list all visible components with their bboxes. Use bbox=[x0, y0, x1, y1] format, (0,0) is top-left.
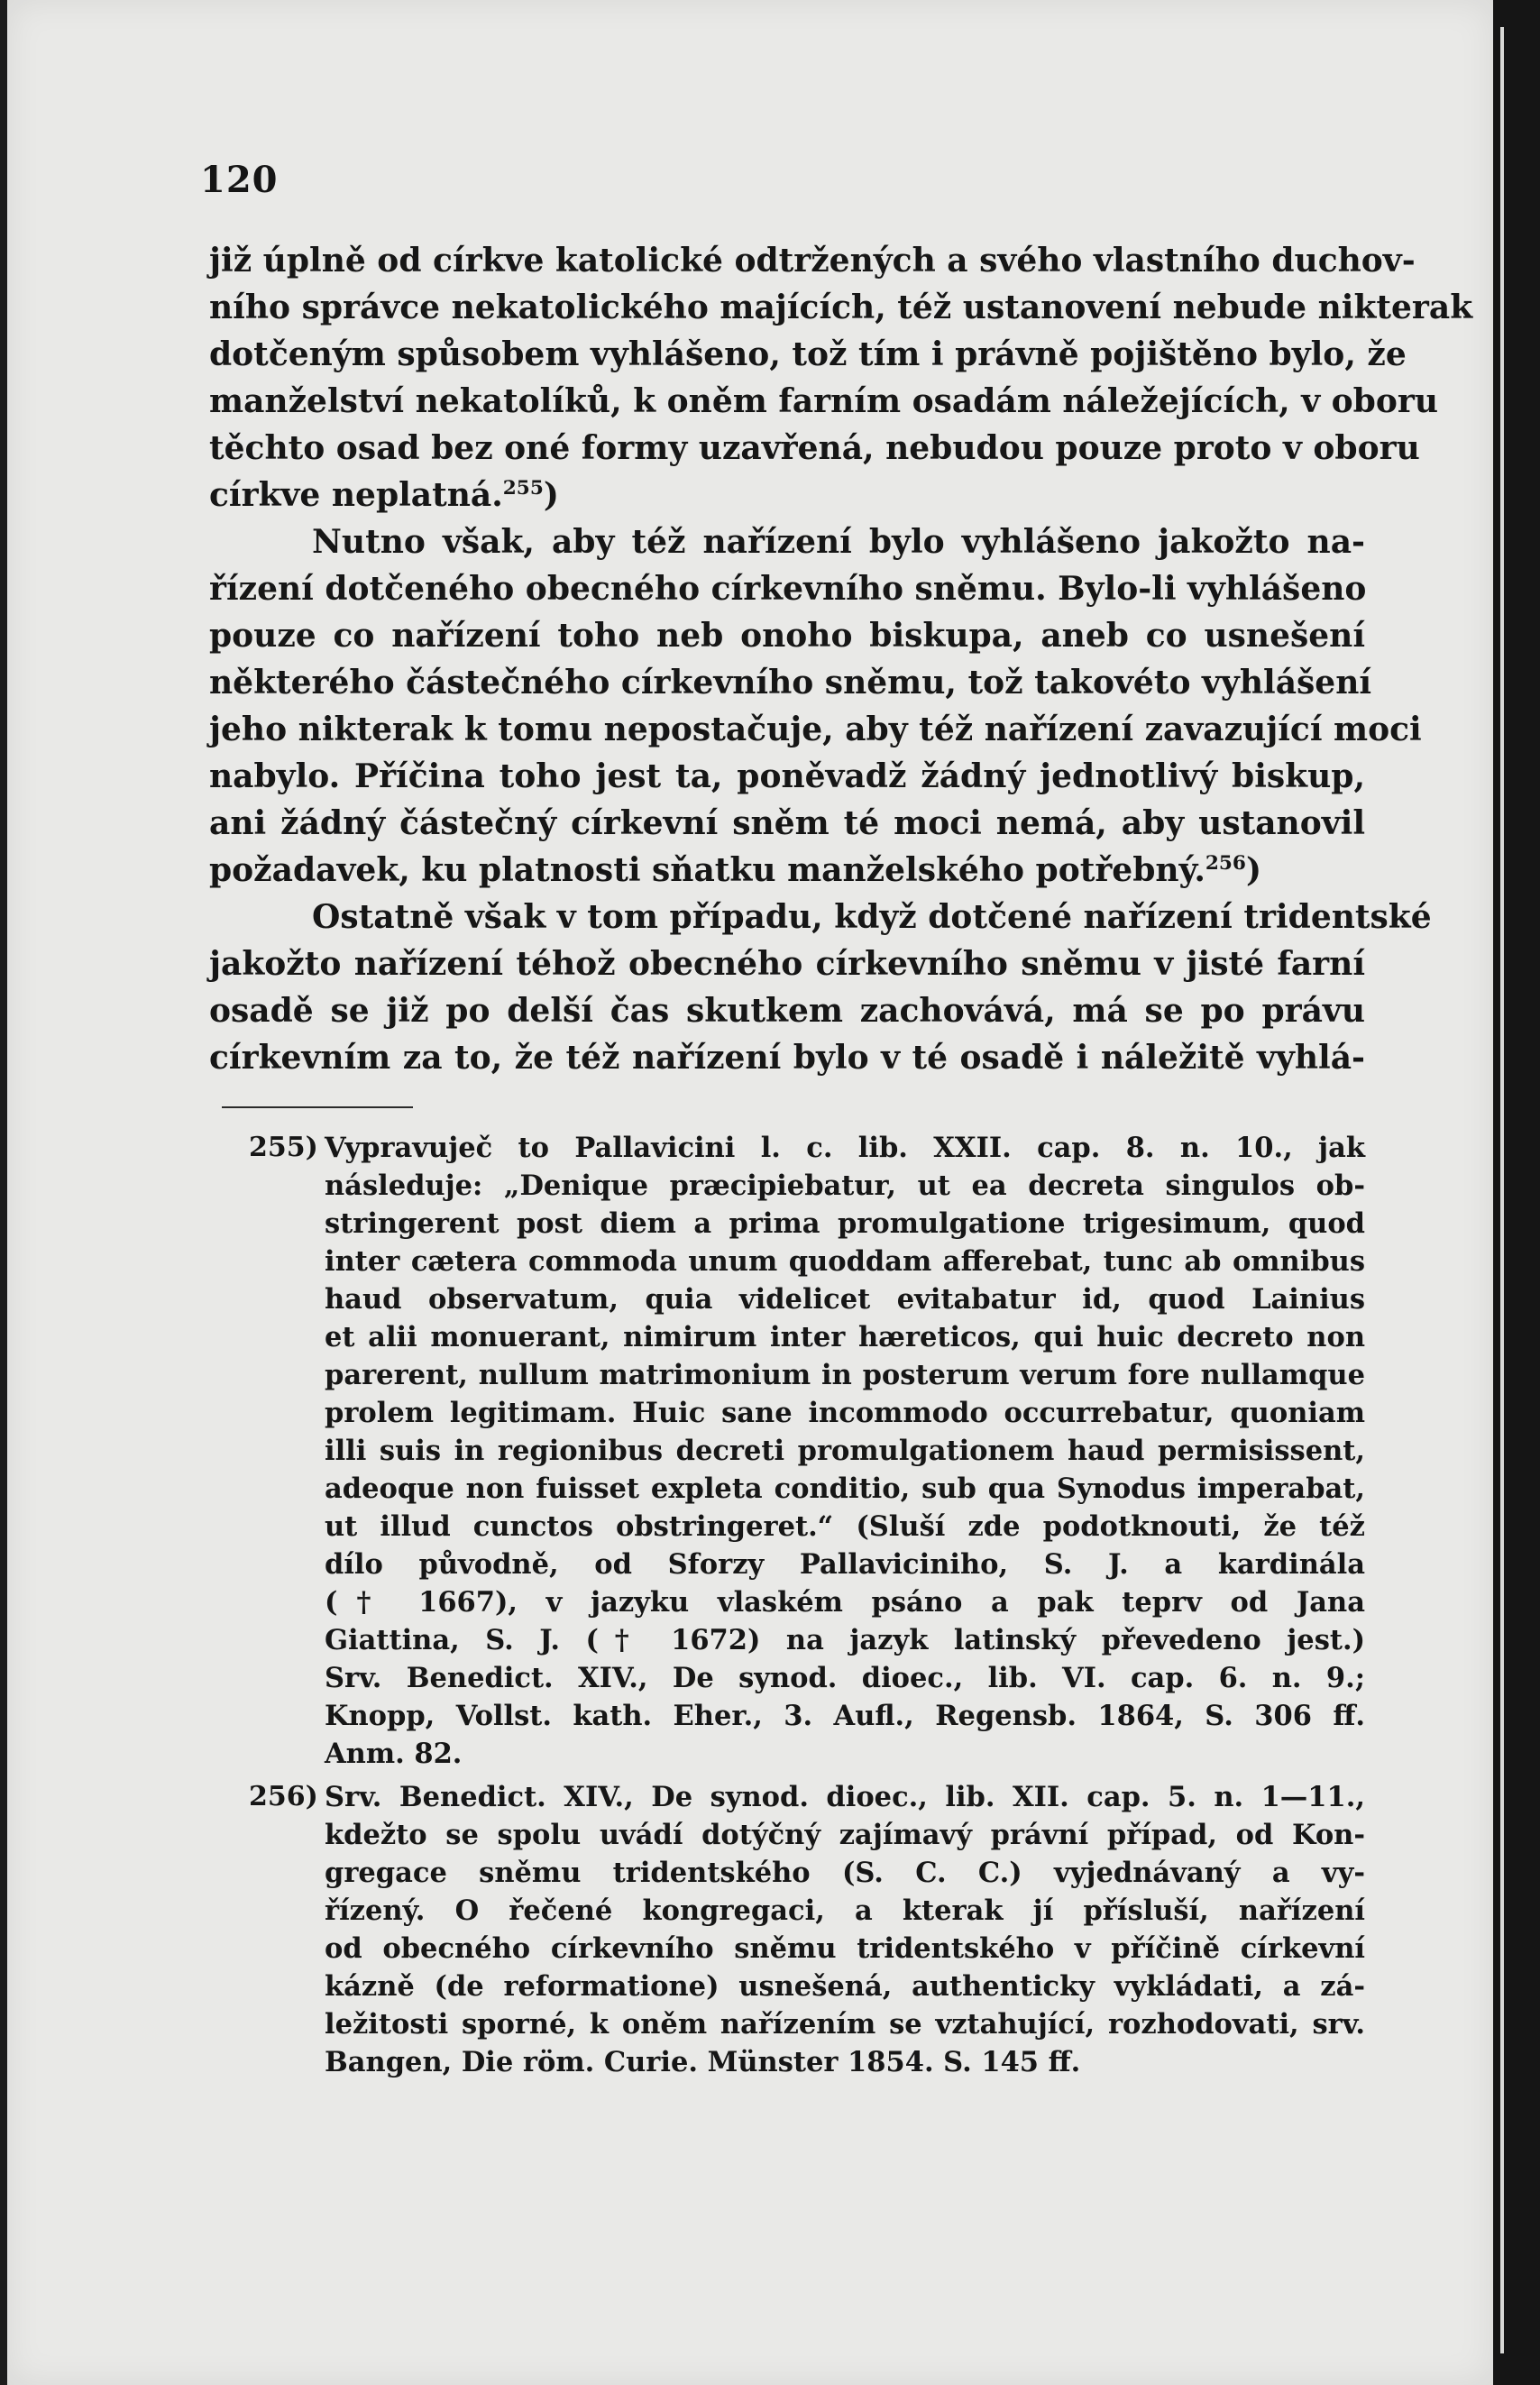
footnote-line: kázně (de reformatione) usnešená, authenticky vykládati, a zá- bbox=[325, 1970, 1365, 2003]
footnote-separator bbox=[222, 1106, 413, 1108]
footnote-line: gregace sněmu tridentského (S. C. C.) vyjednávaný a vy- bbox=[325, 1857, 1365, 1889]
body-line-text: církve neplatná. bbox=[209, 476, 503, 514]
footnote-line: Knopp, Vollst. kath. Eher., 3. Aufl., Regensb. 1864, S. 306 ff. bbox=[325, 1700, 1365, 1732]
paragraph-start: Nutno však, aby též nařízení bylo vyhlášeno jakožto na- bbox=[312, 523, 1365, 561]
footnote-line: Bangen, Die röm. Curie. Münster 1854. S. 145 ff. bbox=[325, 2046, 1081, 2078]
body-line: požadavek, ku platnosti sňatku manželského potřebný.$^{256}$) bbox=[209, 851, 1261, 889]
footnote-ref-255: 255 bbox=[502, 477, 544, 500]
footnote-line: Srv. Benedict. XIV., De synod. dioec., lib. XII. cap. 5. n. 1—11., bbox=[325, 1781, 1365, 1813]
book-page bbox=[7, 0, 1493, 2385]
body-line: dotčeným spůsobem vyhlášeno, tož tím i právně pojištěno bylo, že bbox=[209, 335, 1407, 373]
footnote-line: parerent, nullum matrimonium in posterum verum fore nullamque bbox=[325, 1359, 1365, 1391]
body-line: těchto osad bez oné formy uzavřená, nebudou pouze proto v oboru bbox=[209, 429, 1420, 467]
footnote-line: ut illud cunctos obstringeret.“ (Sluší zde podotknouti, že též bbox=[325, 1510, 1365, 1543]
body-line: jakožto nařízení téhož obecného církevního sněmu v jisté farní bbox=[209, 945, 1365, 983]
page-number: 120 bbox=[200, 159, 279, 201]
body-line: některého částečného církevního sněmu, tož takovéto vyhlášení bbox=[209, 664, 1372, 702]
footnote-line: řízený. O řečené kongregaci, a kterak jí přísluší, nařízení bbox=[325, 1894, 1365, 1927]
footnote-256-marker: 256) bbox=[249, 1781, 318, 1812]
footnote-255-marker: 255) bbox=[249, 1132, 318, 1163]
footnote-ref-256: 256 bbox=[1205, 852, 1246, 876]
paragraph-start: Ostatně však v tom případu, když dotčené nařízení tridentské bbox=[312, 898, 1432, 936]
body-line-text: požadavek, ku platnosti sňatku manželského potřebný. bbox=[209, 851, 1205, 889]
page-edge-line bbox=[1500, 27, 1504, 2353]
footnote-line: stringerent post diem a prima promulgatione trigesimum, quod bbox=[325, 1207, 1365, 1240]
body-line: řízení dotčeného obecného církevního sněmu. Bylo-li vyhlášeno bbox=[209, 570, 1367, 608]
footnote-line: adeoque non fuisset expleta conditio, sub qua Synodus imperabat, bbox=[325, 1472, 1365, 1505]
footnote-line: Anm. 82. bbox=[325, 1738, 463, 1770]
footnote-line: Vypravuječ to Pallavicini l. c. lib. XXII. cap. 8. n. 10., jak bbox=[325, 1132, 1365, 1164]
body-line: nabylo. Příčina toho jest ta, poněvadž žádný jednotlivý biskup, bbox=[209, 757, 1365, 795]
footnote-line: Giattina, S. J. († 1672) na jazyk latinský převedeno jest.) bbox=[325, 1624, 1365, 1656]
footnote-line: ležitosti sporné, k oněm nařízením se vztahující, rozhodovati, srv. bbox=[325, 2008, 1365, 2041]
footnote-line: kdežto se spolu uvádí dotýčný zajímavý právní případ, od Kon- bbox=[325, 1819, 1365, 1851]
body-line: církevním za to, že též nařízení bylo v té osadě i náležitě vyhlá- bbox=[209, 1039, 1365, 1077]
body-line: manželství nekatolíků, k oněm farním osadám náležejících, v oboru bbox=[209, 382, 1439, 420]
footnote-line: dílo původně, od Sforzy Pallaviciniho, S. J. a kardinála bbox=[325, 1548, 1365, 1581]
footnote-line: inter cætera commoda unum quoddam afferebat, tunc ab omnibus bbox=[325, 1245, 1365, 1278]
body-line: ani žádný částečný církevní sněm té moci nemá, aby ustanovil bbox=[209, 804, 1365, 842]
body-line: ního správce nekatolického majících, též ustanovení nebude nikterak bbox=[209, 289, 1473, 326]
footnote-line: prolem legitimam. Huic sane incommodo occurrebatur, quoniam bbox=[325, 1397, 1365, 1429]
footnote-line: následuje: „Denique præcipiebatur, ut ea decreta singulos ob- bbox=[325, 1170, 1365, 1202]
footnote-line: et alii monuerant, nimirum inter hæreticos, qui huic decreto non bbox=[325, 1321, 1365, 1353]
body-line: církve neplatná.$^{255}$) bbox=[209, 476, 559, 514]
footnote-line: illi suis in regionibus decreti promulgationem haud permisissent, bbox=[325, 1435, 1365, 1467]
body-line: osadě se již po delší čas skutkem zachovává, má se po právu bbox=[209, 992, 1365, 1030]
body-line: pouze co nařízení toho neb onoho biskupa, aneb co usnešení bbox=[209, 617, 1365, 655]
footnote-line: Srv. Benedict. XIV., De synod. dioec., lib. VI. cap. 6. n. 9.; bbox=[325, 1662, 1365, 1694]
footnote-line: († 1667), v jazyku vlaském psáno a pak teprv od Jana bbox=[325, 1586, 1365, 1619]
body-line: jeho nikterak k tomu nepostačuje, aby též nařízení zavazující moci bbox=[209, 711, 1422, 748]
body-line: již úplně od církve katolické odtržených a svého vlastního duchov- bbox=[209, 242, 1416, 280]
footnote-line: od obecného církevního sněmu tridentského v příčině církevní bbox=[325, 1932, 1365, 1965]
footnote-line: haud observatum, quia videlicet evitabatur id, quod Lainius bbox=[325, 1283, 1365, 1316]
